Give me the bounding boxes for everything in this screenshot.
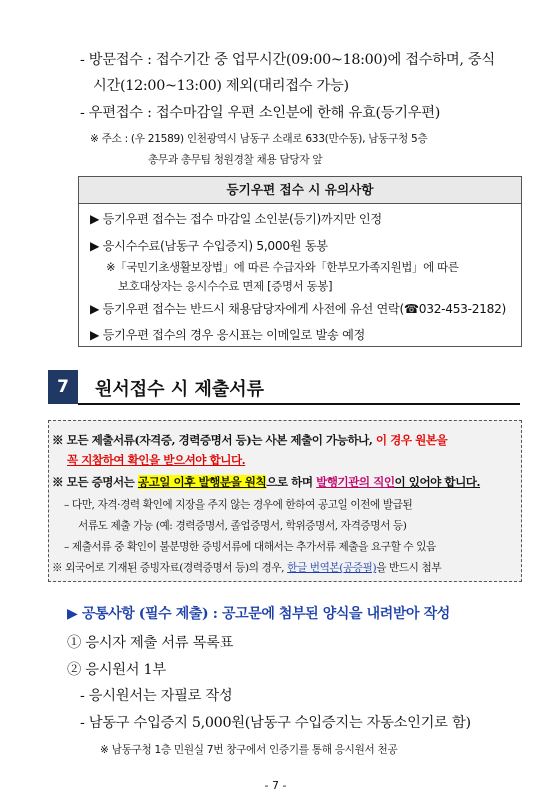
notice-item: ▶ 응시수수료(남동구 수입증지) 5,000원 동봉 (90, 239, 328, 253)
doc-rule-line-5: 서류도 제출 가능 (예: 경력증명서, 졸업증명서, 학위증명서, 자격증명서 등) (78, 520, 407, 532)
section-title: 원서접수 시 제출서류 (95, 379, 265, 400)
section-divider (78, 403, 520, 405)
doc-rule-text: ※ 외국어로 기재된 증빙자료(경력증명서 등)의 경우, (52, 562, 288, 574)
page-number: - 7 - (264, 779, 287, 792)
doc-rule-text: ※ 모든 제출서류(자격증, 경력증명서 등)는 사본 제출이 가능하나, (52, 433, 376, 447)
doc-rule-line-6: – 제출서류 중 확인이 불분명한 증빙서류에 대해서는 추가서류 제출을 요구할 수 있음 (64, 541, 436, 553)
common-item-1: ① 응시자 제출 서류 목록표 (67, 635, 234, 651)
visit-line-1: - 방문접수 : 접수기간 중 업무시간(09:00~18:00)에 접수하며, 중식 (80, 52, 495, 68)
notice-subnote: 보호대상자는 응시수수료 면제 [증명서 동봉] (118, 279, 333, 293)
doc-rule-line-1 (52, 432, 447, 448)
notice-box-title: 등기우편 접수 시 유의사항 (79, 177, 521, 204)
common-note: ※ 남동구청 1층 민원실 7번 창구에서 인증기를 통해 응시원서 천공 (100, 744, 398, 756)
notice-subnote: ※「국민기초생활보장법」에 따른 수급자와「한부모가족지원법」에 따른 (106, 260, 459, 274)
doc-rule-highlight: 공고일 이후 발행분을 원칙 (137, 475, 267, 489)
doc-rule-emphasis: 한글 번역본(공증필) (287, 562, 377, 574)
doc-rule-text: ※ 모든 증명서는 (52, 475, 138, 489)
doc-rule-text: 을 반드시 첨부 (376, 562, 442, 574)
notice-item: ▶ 등기우편 접수는 접수 마감일 소인분(등기)까지만 인정 (90, 212, 382, 226)
doc-rule-emphasis: 발행기관의 직인 (316, 475, 395, 489)
section-number-badge: 7 (48, 370, 78, 404)
mail-line: - 우편접수 : 접수마감일 우편 소인분에 한해 유효(등기우편) (80, 105, 441, 121)
notice-item: ▶ 등기우편 접수는 반드시 채용담당자에게 사전에 유선 연락(☎032-453-2182) (90, 302, 506, 316)
common-requirements-heading: ▶ 공통사항 (필수 제출) : 공고문에 첨부된 양식을 내려받아 작성 (67, 606, 450, 622)
common-subitem-2: - 남동구 수입증지 5,000원(남동구 수입증지는 자동소인기로 함) (80, 715, 471, 731)
doc-rule-text: 으로 하며 (266, 475, 317, 489)
doc-rule-text: 이 있어야 합니다. (394, 475, 481, 489)
mail-address-line-2: 총무과 총무팀 청원경찰 채용 담당자 앞 (148, 154, 323, 166)
doc-rule-emphasis: 이 경우 원본을 (375, 433, 448, 447)
doc-rule-line-3 (52, 474, 480, 490)
notice-item: ▶ 등기우편 접수의 경우 응시표는 이메일로 발송 예정 (90, 328, 366, 342)
mail-address-line-1: ※ 주소 : (우 21589) 인천광역시 남동구 소래로 633(만수동), 남동구청 5층 (90, 133, 428, 145)
common-subitem-1: - 응시원서는 자필로 작성 (80, 688, 233, 704)
visit-line-2: 시간(12:00~13:00) 제외(대리접수 가능) (93, 78, 349, 94)
doc-rule-line-7 (52, 560, 441, 575)
doc-rule-line-4: – 다만, 자격·경력 확인에 지장을 주지 않는 경우에 한하여 공고일 이전에 발급된 (64, 499, 413, 511)
common-item-2: ② 응시원서 1부 (67, 662, 166, 678)
doc-rule-line-2: 꼭 지참하여 확인을 받으셔야 합니다. (67, 453, 246, 467)
